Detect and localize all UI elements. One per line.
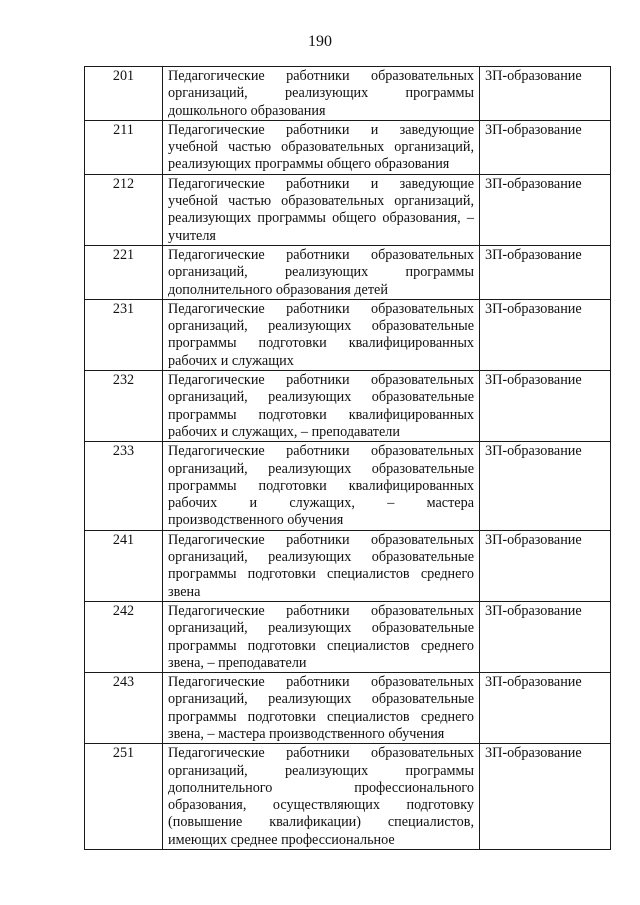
row-code: 201 — [85, 67, 163, 121]
row-description: Педагогические работники образовательных организаций, реализующих образовательные программы подготовки квалифицированных рабочих и служащих, – преподаватели — [163, 371, 480, 442]
row-code: 241 — [85, 530, 163, 601]
row-category: 3П-образование — [480, 530, 611, 601]
row-code: 232 — [85, 371, 163, 442]
row-code: 212 — [85, 174, 163, 245]
row-code: 251 — [85, 744, 163, 850]
row-description: Педагогические работники образовательных организаций, реализующих образовательные программы подготовки специалистов среднего звена, – преподаватели — [163, 601, 480, 672]
row-description: Педагогические работники образовательных организаций, реализующих образовательные программы подготовки специалистов среднего звена, – мастера производственного обучения — [163, 673, 480, 744]
row-code: 211 — [85, 120, 163, 174]
table-row — [85, 744, 611, 850]
row-category: 3П-образование — [480, 744, 611, 850]
row-description: Педагогические работники образовательных организаций, реализующих образовательные программы подготовки специалистов среднего звена — [163, 530, 480, 601]
row-category: 3П-образование — [480, 67, 611, 121]
row-category: 3П-образование — [480, 174, 611, 245]
table-row — [85, 245, 611, 299]
row-code: 233 — [85, 442, 163, 530]
row-description: Педагогические работники образовательных организаций, реализующих образовательные программы подготовки квалифицированных рабочих и служащих — [163, 299, 480, 370]
table-row — [85, 673, 611, 744]
row-code: 231 — [85, 299, 163, 370]
page-number: 190 — [308, 33, 332, 50]
row-category: 3П-образование — [480, 371, 611, 442]
row-code: 221 — [85, 245, 163, 299]
row-category: 3П-образование — [480, 299, 611, 370]
row-category: 3П-образование — [480, 120, 611, 174]
row-description: Педагогические работники образовательных организаций, реализующих образовательные программы подготовки квалифицированных рабочих и служащих, – мастера производственного обучения — [163, 442, 480, 530]
table-row — [85, 601, 611, 672]
row-description: Педагогические работники и заведующие учебной частью образовательных организаций, реализующих программы общего образования — [163, 120, 480, 174]
occupation-codes-table — [84, 66, 611, 850]
row-description: Педагогические работники образовательных организаций, реализующих программы дошкольного образования — [163, 67, 480, 121]
row-code: 242 — [85, 601, 163, 672]
row-code: 243 — [85, 673, 163, 744]
row-category: 3П-образование — [480, 601, 611, 672]
row-category: 3П-образование — [480, 245, 611, 299]
row-category: 3П-образование — [480, 673, 611, 744]
table-row — [85, 120, 611, 174]
row-description: Педагогические работники образовательных организаций, реализующих программы дополнительного образования детей — [163, 245, 480, 299]
row-category: 3П-образование — [480, 442, 611, 530]
table-row — [85, 174, 611, 245]
row-description: Педагогические работники и заведующие учебной частью образовательных организаций, реализующих программы общего образования, – учителя — [163, 174, 480, 245]
row-description: Педагогические работники образовательных организаций, реализующих программы дополнительного профессионального образования, осуществляющих подготовку (повышение квалификации) специалистов, имеющих среднее профессиональное — [163, 744, 480, 850]
table-row — [85, 299, 611, 370]
table-row — [85, 530, 611, 601]
table-row — [85, 371, 611, 442]
table-row — [85, 442, 611, 530]
table-row — [85, 67, 611, 121]
